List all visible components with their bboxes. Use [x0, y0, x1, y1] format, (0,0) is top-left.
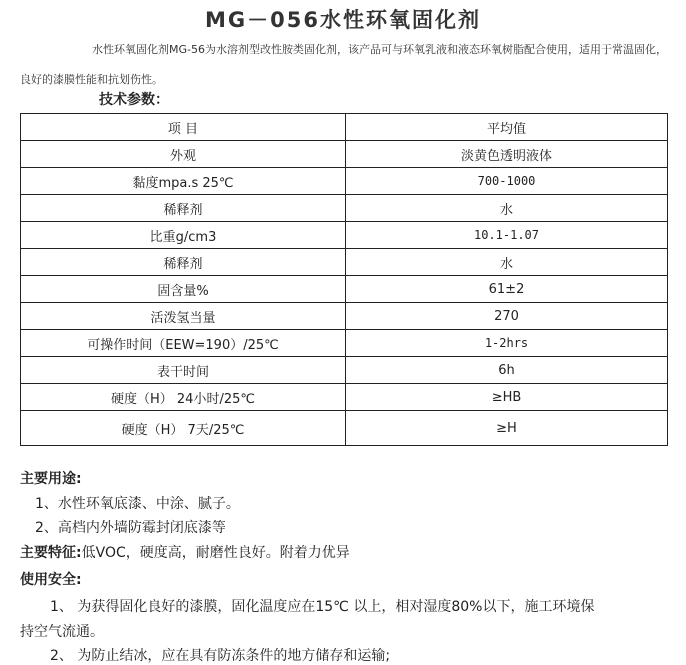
safety-label: 使用安全: — [20, 572, 82, 588]
safety-item-1: 1、 为获得固化良好的漆膜，固化温度应在15℃ 以上，相对湿度80%以下，施工环境保 — [50, 599, 595, 615]
safety-item-1-cont: 持空气流通。 — [20, 624, 104, 640]
param-name: 稀释剂 — [21, 195, 346, 222]
features-text: 低VOC，硬度高，耐磨性良好。附着力优异 — [81, 545, 350, 561]
table-row — [21, 276, 668, 303]
table-row — [21, 141, 668, 168]
param-name: 硬度（H） 7天/25℃ — [21, 411, 346, 446]
param-value: ≥H — [346, 411, 668, 446]
param-name: 可操作时间（EEW=190）/25℃ — [21, 330, 346, 357]
param-value: 水 — [346, 195, 668, 222]
param-value: 6h — [346, 357, 668, 384]
param-name: 外观 — [21, 141, 346, 168]
param-name: 活泼氢当量 — [21, 303, 346, 330]
param-value: 淡黄色透明液体 — [346, 141, 668, 168]
table-row — [21, 330, 668, 357]
param-value: 水 — [346, 249, 668, 276]
features-label: 主要特征: — [20, 545, 82, 561]
param-name: 比重g/cm3 — [21, 222, 346, 249]
safety-item-2: 2、 为防止结冰，应在具有防冻条件的地方储存和运输; — [50, 648, 391, 664]
table-row — [21, 357, 668, 384]
table-row — [21, 195, 668, 222]
table-row — [21, 222, 668, 249]
param-name: 稀释剂 — [21, 249, 346, 276]
uses-label: 主要用途: — [20, 471, 82, 487]
param-value: 700-1000 — [346, 168, 668, 195]
features-line — [20, 542, 350, 562]
param-value: ≥HB — [346, 384, 668, 411]
table-row — [21, 411, 668, 446]
table-row — [21, 249, 668, 276]
uses-item: 2、高档内外墙防霉封闭底漆等 — [35, 520, 226, 536]
param-name: 硬度（H） 24小时/25℃ — [21, 384, 346, 411]
table-row — [21, 168, 668, 195]
param-value: 1-2hrs — [346, 330, 668, 357]
header-item: 项 目 — [21, 114, 346, 141]
page-title: MG－056水性环氧固化剂 — [205, 8, 481, 32]
param-name: 固含量% — [21, 276, 346, 303]
param-name: 黏度mpa.s 25℃ — [21, 168, 346, 195]
header-value: 平均值 — [346, 114, 668, 141]
param-value: 61±2 — [346, 276, 668, 303]
param-name: 表干时间 — [21, 357, 346, 384]
params-label: 技术参数： — [99, 92, 169, 108]
params-table — [20, 113, 668, 446]
param-value: 270 — [346, 303, 668, 330]
table-row — [21, 303, 668, 330]
table-header-row — [21, 114, 668, 141]
param-value: 10.1-1.07 — [346, 222, 668, 249]
intro-paragraph: 水性环氧固化剂MG-56为水溶剂型改性胺类固化剂，该产品可与环氧乳液和液态环氧树脂配合使用，适用于常温固化，良好的漆膜性能和抗划伤性。 — [20, 43, 667, 86]
uses-item: 1、水性环氧底漆、中涂、腻子。 — [35, 496, 240, 512]
table-row — [21, 384, 668, 411]
